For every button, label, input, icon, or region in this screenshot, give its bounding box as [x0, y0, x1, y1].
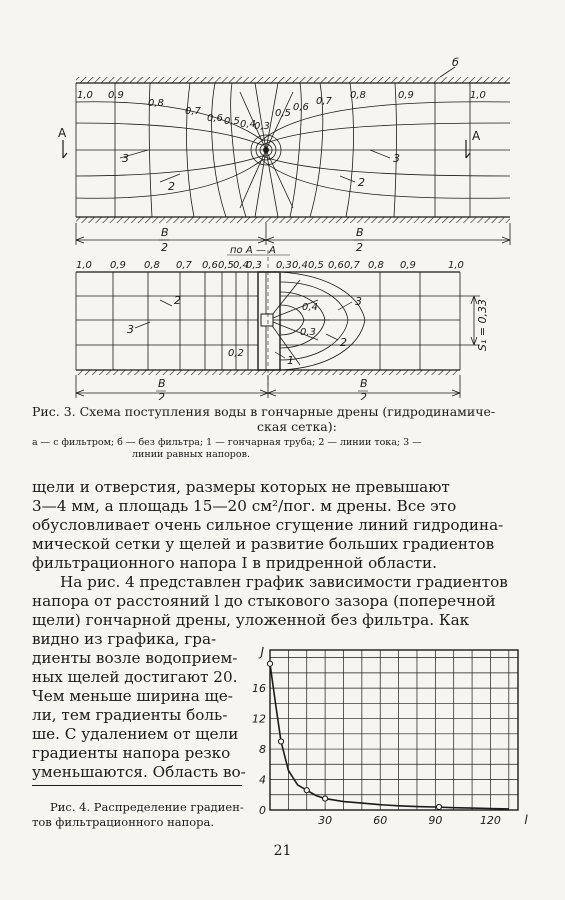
caption-line: тов фильтрационного напора.: [32, 814, 215, 829]
callout: 1: [287, 354, 294, 367]
head-label: 0,6: [207, 113, 223, 124]
head-label: 0,4: [240, 119, 256, 130]
text-line: щели и отверстия, размеры которых не превышают: [32, 478, 450, 496]
text-line: ше. С удалением от щели: [32, 725, 239, 743]
caption-line: Рис. 3. Схема поступления воды в гончарные дрены (гидродинамиче-: [32, 404, 496, 419]
head-label: 0,5: [224, 116, 240, 127]
y-tick-label: 4: [259, 773, 266, 787]
x-tick-label: 120: [479, 814, 501, 827]
head-label: 0,9: [110, 260, 126, 271]
head-label: 1,0: [470, 90, 486, 101]
head-label: 0,6: [202, 260, 218, 271]
dimension-label: B: [158, 377, 166, 390]
data-point: [278, 739, 283, 744]
dimension-label: 2: [161, 241, 168, 254]
head-label: 1,0: [448, 260, 464, 271]
figure-3-legend: [32, 437, 537, 461]
head-label: 0,4: [233, 260, 249, 271]
legend-line: а — с фильтром; б — без фильтра; 1 — гончарная труба; 2 — линии тока; 3 —: [32, 437, 422, 448]
y-tick-label: 12: [252, 712, 266, 726]
dimension-label: 2: [360, 391, 367, 400]
text-line: градиенты напора резко: [32, 744, 231, 762]
figure-3: [0, 0, 565, 400]
x-tick-label: 90: [428, 814, 443, 827]
section-mark-a-left: А: [58, 126, 67, 140]
head-label: 0,8: [368, 260, 384, 271]
callout: 2: [340, 336, 347, 349]
caption-line: ская сетка):: [257, 419, 337, 434]
side-dimension-label: S₁ = 0,33: [476, 298, 489, 352]
head-label: 0,6: [293, 102, 309, 113]
text-line: мической сетки у щелей и развитие больших градиентов: [32, 535, 495, 553]
text-line: щели) гончарной дрены, уложенной без фильтра. Как: [32, 611, 470, 629]
head-label: 0,2: [228, 348, 244, 359]
paragraph-3: [32, 630, 247, 782]
caption-line: Рис. 4. Распределение градиен-: [50, 800, 244, 814]
text-line: Чем меньше ширина ще-: [32, 687, 233, 705]
head-label: 0,5: [218, 260, 234, 271]
text-line: На рис. 4 представлен график зависимости градиентов: [60, 573, 508, 591]
head-label: 0,9: [398, 90, 414, 101]
diagram-b-top: [58, 56, 510, 254]
callout: 2: [174, 294, 181, 307]
head-label: 0,9: [400, 260, 416, 271]
text-line: ных щелей достигают 20.: [32, 668, 238, 686]
text-line: напора от расстояний l до стыкового зазора (поперечной: [32, 592, 496, 610]
paragraph-1: [32, 478, 542, 573]
y-tick-label: 8: [259, 743, 266, 757]
head-label: 1,0: [77, 90, 93, 101]
head-label: 0,5: [308, 260, 324, 271]
y-tick-label: 16: [252, 682, 266, 696]
text-line: видно из графика, гра-: [32, 630, 217, 648]
text-line: 3—4 мм, а площадь 15—20 см²/пог. м дрены. Все это: [32, 497, 457, 515]
callout: 2: [168, 180, 175, 193]
dimension-label: B: [360, 377, 368, 390]
dimension-label: 2: [158, 391, 165, 400]
text-line: фильтрационного напора I в придренной области.: [32, 554, 437, 572]
dimension-label: B: [161, 226, 169, 239]
head-label: 0,3: [300, 327, 316, 338]
text-line: обусловливает очень сильное сгущение линий гидродина-: [32, 516, 504, 534]
dimension-line-a: [76, 375, 460, 398]
series-line: [270, 664, 509, 809]
head-label: 0,3: [276, 260, 292, 271]
x-axis-label: l: [524, 813, 528, 827]
head-label: 0,7: [316, 96, 332, 107]
text-line: ли, тем градиенты боль-: [32, 706, 228, 724]
head-label: 0,4: [292, 260, 308, 271]
hatched-boundary-top: [76, 77, 510, 83]
dimension-line-b: [76, 223, 510, 245]
figure-3-caption: [32, 404, 537, 434]
head-label: 0,5: [275, 108, 291, 119]
callout: 3: [122, 152, 129, 165]
dimension-label: B: [356, 226, 364, 239]
head-label: 1,0: [76, 260, 92, 271]
head-label: 0,8: [144, 260, 160, 271]
x-tick-label: 30: [318, 814, 333, 827]
head-label: 0,9: [108, 90, 124, 101]
figure-4-caption: [32, 800, 252, 829]
corner-label: б: [452, 56, 459, 69]
y-tick-label: 0: [259, 804, 266, 817]
data-point: [267, 661, 272, 666]
text-line: уменьшаются. Область во-: [32, 763, 246, 781]
section-title: по А — А: [230, 245, 276, 256]
callout: 3: [127, 323, 134, 336]
head-label: 0,7: [185, 106, 201, 117]
head-label: 0,6: [328, 260, 344, 271]
head-label: 0,7: [176, 260, 192, 271]
section-mark-a-right: А: [472, 129, 481, 143]
hatched-boundary-bottom: [76, 217, 510, 223]
y-axis-label: J: [260, 645, 264, 659]
x-tick-label: 60: [373, 814, 388, 827]
legend-line: линии равных напоров.: [132, 449, 250, 460]
head-label: 0,3: [254, 121, 270, 132]
data-point: [436, 804, 441, 809]
caption-separator: [32, 785, 242, 786]
head-label: 0,4: [302, 302, 318, 313]
callout: 2: [358, 176, 365, 189]
paragraph-2: [32, 573, 542, 630]
data-point: [304, 788, 309, 793]
callout: 3: [393, 152, 400, 165]
callout: 3: [355, 295, 362, 308]
page-number: 21: [273, 843, 292, 859]
dimension-label: 2: [356, 241, 363, 254]
head-label: 0,3: [246, 260, 262, 271]
plot-frame: [270, 650, 518, 810]
text-line: диенты возле водоприем-: [32, 649, 238, 667]
diagram-a-section: [76, 245, 489, 400]
head-label: 0,8: [148, 98, 164, 109]
head-label: 0,7: [344, 260, 360, 271]
data-point: [323, 796, 328, 801]
figure-4-chart: [250, 640, 540, 830]
head-label: 0,8: [350, 90, 366, 101]
